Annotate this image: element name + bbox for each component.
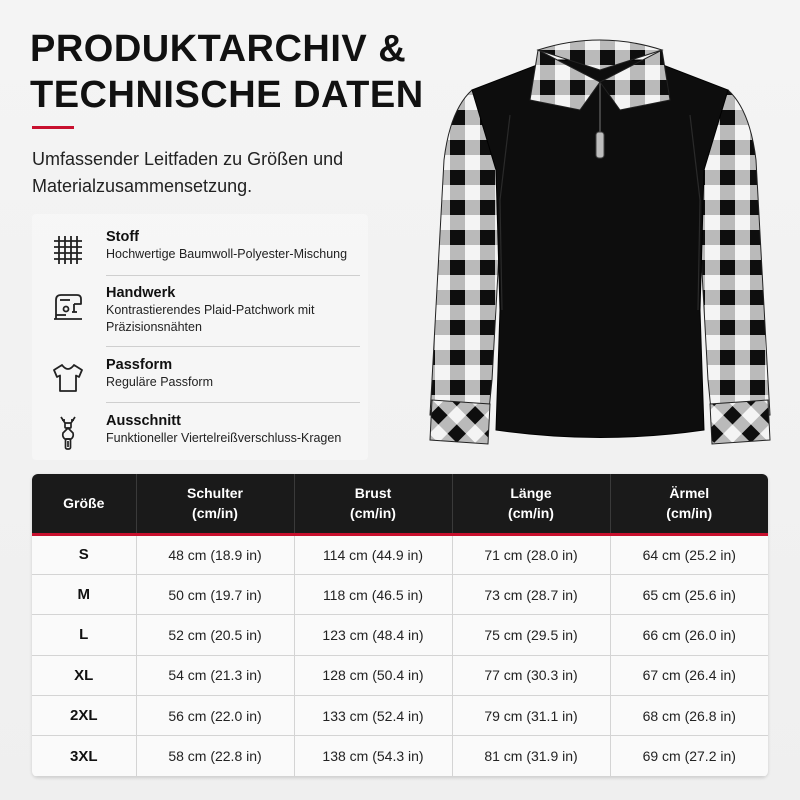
header-shoulder: Schulter (cm/in) <box>136 474 294 534</box>
feature-item-passform <box>32 356 368 400</box>
feature-divider <box>106 346 360 347</box>
table-header-row <box>32 474 768 534</box>
feature-title: Stoff <box>106 229 140 245</box>
feature-item-stoff <box>32 228 368 272</box>
feature-desc: Kontrastierendes Plaid-Patchwork mit Präzisionsnähten <box>106 303 315 334</box>
table-cell: 48 cm (18.9 in) <box>136 534 294 574</box>
header-length: Länge (cm/in) <box>452 474 610 534</box>
feature-desc: Hochwertige Baumwoll-Polyester-Mischung <box>106 247 348 261</box>
table-row <box>32 696 768 736</box>
tshirt-icon <box>46 356 90 400</box>
sewing-machine-icon <box>46 284 90 328</box>
size-chart-table <box>32 474 768 777</box>
feature-divider <box>106 402 360 403</box>
table-cell: 75 cm (29.5 in) <box>452 615 610 655</box>
table-cell: 138 cm (54.3 in) <box>294 736 452 776</box>
fabric-grid-icon <box>46 228 90 272</box>
size-label: M <box>32 574 136 614</box>
feature-list <box>32 214 368 460</box>
page-subtitle: Umfassender Leitfaden zu Größen und Materialzusammensetzung. <box>32 149 344 196</box>
size-label: XL <box>32 655 136 695</box>
feature-item-ausschnitt <box>32 412 368 456</box>
table-row <box>32 574 768 614</box>
feature-title: Handwerk <box>106 285 176 301</box>
header-size: Größe <box>32 474 136 534</box>
size-label: 2XL <box>32 696 136 736</box>
table-cell: 67 cm (26.4 in) <box>610 655 768 695</box>
table-cell: 64 cm (25.2 in) <box>610 534 768 574</box>
feature-title: Passform <box>106 357 173 373</box>
table-cell: 52 cm (20.5 in) <box>136 615 294 655</box>
table-cell: 79 cm (31.1 in) <box>452 696 610 736</box>
table-cell: 73 cm (28.7 in) <box>452 574 610 614</box>
size-label: L <box>32 615 136 655</box>
table-cell: 68 cm (26.8 in) <box>610 696 768 736</box>
table-cell: 81 cm (31.9 in) <box>452 736 610 776</box>
header-chest: Brust (cm/in) <box>294 474 452 534</box>
polo-shirt-plaid-image <box>420 20 780 460</box>
table-row <box>32 655 768 695</box>
table-cell: 77 cm (30.3 in) <box>452 655 610 695</box>
size-label: 3XL <box>32 736 136 776</box>
table-cell: 50 cm (19.7 in) <box>136 574 294 614</box>
header-sleeve: Ärmel (cm/in) <box>666 485 713 522</box>
table-cell: 58 cm (22.8 in) <box>136 736 294 776</box>
size-label: S <box>32 534 136 574</box>
feature-divider <box>106 275 360 276</box>
table-cell: 69 cm (27.2 in) <box>610 736 768 776</box>
page-title <box>30 26 450 118</box>
table-cell: 54 cm (21.3 in) <box>136 655 294 695</box>
table-row <box>32 736 768 776</box>
accent-divider <box>32 126 74 129</box>
table-row <box>32 615 768 655</box>
feature-desc: Funktioneller Viertelreißverschluss-Kragen <box>106 431 342 445</box>
table-cell: 71 cm (28.0 in) <box>452 534 610 574</box>
table-cell: 128 cm (50.4 in) <box>294 655 452 695</box>
zipper-icon <box>46 412 90 456</box>
title-line-2: TECHNISCHE DATEN <box>30 74 424 116</box>
table-cell: 123 cm (48.4 in) <box>294 615 452 655</box>
table-cell: 133 cm (52.4 in) <box>294 696 452 736</box>
feature-item-handwerk <box>32 284 368 336</box>
table-cell: 65 cm (25.6 in) <box>610 574 768 614</box>
table-cell: 66 cm (26.0 in) <box>610 615 768 655</box>
table-row <box>32 534 768 574</box>
table-cell: 56 cm (22.0 in) <box>136 696 294 736</box>
table-cell: 118 cm (46.5 in) <box>294 574 452 614</box>
title-line-1: PRODUKTARCHIV & <box>30 28 407 70</box>
feature-title: Ausschnitt <box>106 413 181 429</box>
table-cell: 114 cm (44.9 in) <box>294 534 452 574</box>
feature-desc: Reguläre Passform <box>106 375 213 389</box>
